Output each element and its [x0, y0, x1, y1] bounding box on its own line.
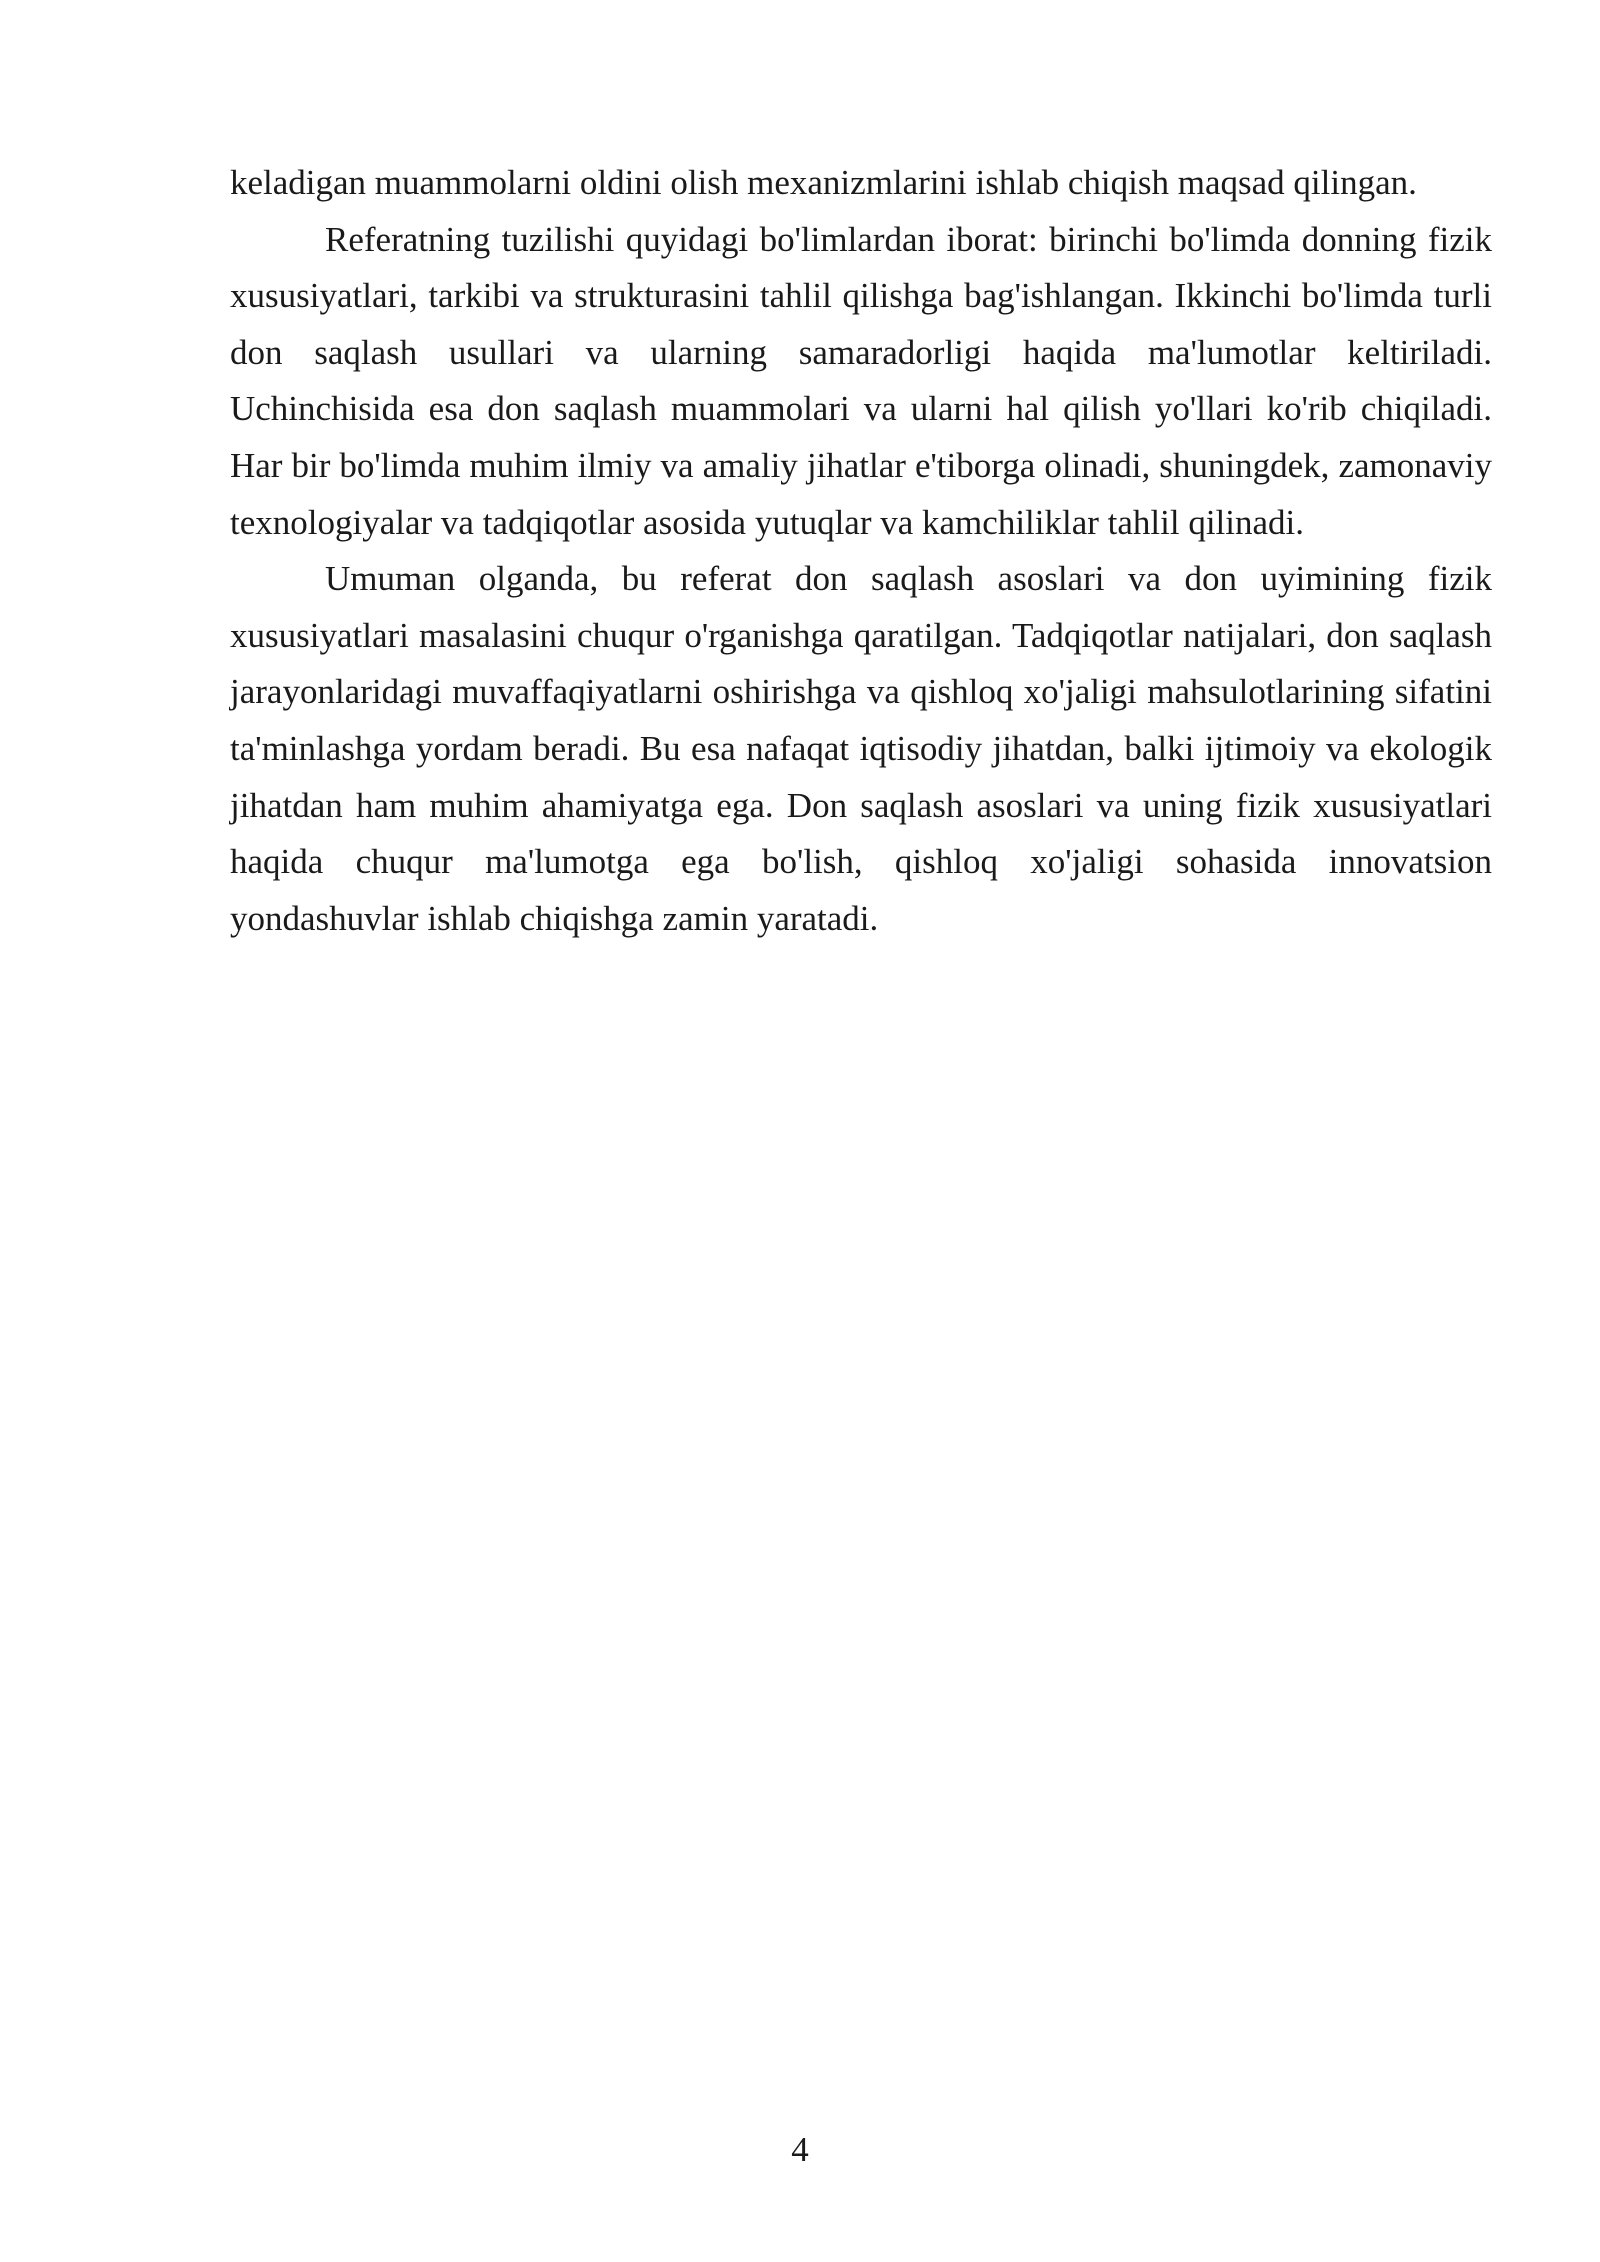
- paragraph-continuation: keladigan muammolarni oldini olish mexanizmlarini ishlab chiqish maqsad qilingan.: [230, 163, 1417, 202]
- page-number: 4: [791, 2130, 809, 2169]
- paragraph-conclusion: Umuman olganda, bu referat don saqlash asoslari va don uyimining fizik xususiyatlari masalasini chuqur o'rganishga qaratilgan. Tadqiqotlar natijalari, don saqlash jarayonlaridagi muvaffaqiyatlarni oshirishga va qishloq xo'jaligi mahsulotlarining sifatini ta'minlashga yordam beradi. Bu esa nafaqat iqtisodiy jihatdan, balki ijtimoiy va ekologik jihatdan ham muhim ahamiyatga ega. Don saqlash asoslari va uning fizik xususiyatlari haqida chuqur ma'lumotga ega bo'lish, qishloq xo'jaligi sohasida innovatsion yondashuvlar ishlab chiqishga zamin yaratadi.: [230, 559, 1492, 938]
- body-text: [230, 155, 1492, 947]
- paragraph-structure: Referatning tuzilishi quyidagi bo'limlardan iborat: birinchi bo'limda donning fizik xususiyatlari, tarkibi va strukturasini tahlil qilishga bag'ishlangan. Ikkinchi bo'limda turli don saqlash usullari va ularning samaradorligi haqida ma'lumotlar keltiriladi. Uchinchisida esa don saqlash muammolari va ularni hal qilish yo'llari ko'rib chiqiladi. Har bir bo'limda muhim ilmiy va amaliy jihatlar e'tiborga olinadi, shuningdek, zamonaviy texnologiyalar va tadqiqotlar asosida yutuqlar va kamchiliklar tahlil qilinadi.: [230, 219, 1492, 542]
